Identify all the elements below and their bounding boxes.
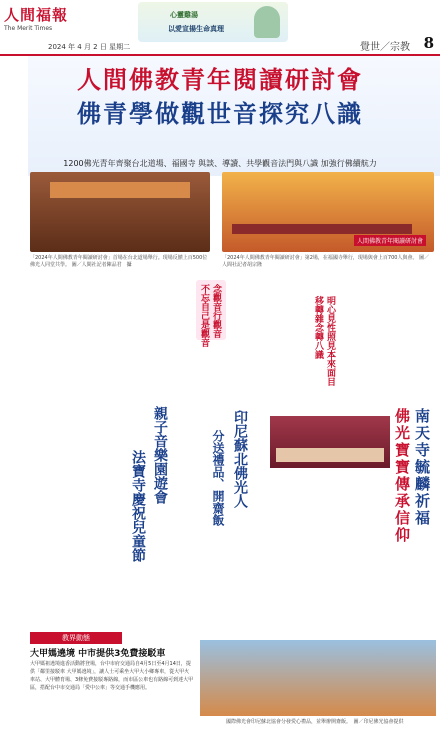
second-headline: 佛青學做觀世音探究八識 bbox=[77, 99, 363, 128]
crowd-shape bbox=[276, 448, 384, 462]
page-number: 8 bbox=[423, 34, 434, 52]
mid-story-title-2: 分送禮品、開齋飯 bbox=[211, 430, 225, 526]
banner-slogan: 以愛宣揚生命真理 bbox=[168, 25, 224, 33]
photo-taipei-dojo bbox=[30, 172, 210, 252]
header-banner bbox=[138, 2, 288, 42]
banner-tag: 心靈雞湯 bbox=[170, 11, 198, 19]
edu-text: 大甲媽祖遶境進香活動將登場，台中市府交通局自4月5日至4月14日，提供「鄰里接駁車 大甲媽遶境」，讓人士可乘坐大甲大小鄉專車，從大甲火車站、大甲體育場、3條免費接駁專路線，而市區公車也有路線可到達大甲區，搭配台中市交通局「愛中公車」等交通手機應用。 bbox=[30, 661, 194, 691]
edu-headline: 大甲媽遶境 中市提供3免費接駁車 bbox=[30, 649, 166, 659]
section-label: 覺世／宗教 bbox=[360, 42, 410, 53]
subhead-2: 不忘自己是觀音 bbox=[199, 284, 209, 347]
masthead bbox=[0, 0, 440, 56]
stage-shape bbox=[232, 224, 412, 234]
caption-right-text: 「2024年人間佛教青年閱讀研討會」第2場，在福國寺舉行，現場與會上百700人與會。 bbox=[222, 255, 418, 261]
photo-caption-left bbox=[30, 254, 210, 268]
side-story-title-1: 南天寺毓麟祈福 bbox=[413, 408, 431, 527]
left-story-title-2: 法寶寺慶祝兒童節 bbox=[130, 450, 146, 562]
photo-caption-right bbox=[222, 254, 434, 268]
subhead-4: 移轉雜念轉八識 bbox=[313, 296, 323, 359]
lead-line: 1200佛光青年齊聚台北道場、福國寺 與談、導讀、共學觀音法門與八識 加強行佛續航力 bbox=[63, 159, 377, 168]
main-headline: 人間佛教青年閱讀研討會 bbox=[77, 65, 363, 94]
masthead-english: The Merit Times bbox=[4, 25, 53, 32]
masthead-name: 人間福報 bbox=[4, 6, 69, 24]
edu-tag: 教界動態 bbox=[30, 632, 122, 644]
caption-left-credit: 圖／人間社記者陳品君 攝 bbox=[71, 262, 132, 268]
newspaper-logo bbox=[4, 4, 88, 38]
left-story-title-1: 親子音樂園遊會 bbox=[152, 406, 168, 504]
photo-indonesia bbox=[200, 640, 436, 716]
issue-date: 2024 年 4 月 2 日 星期二 bbox=[48, 43, 131, 51]
mid-story-title-1: 印尼蘇北佛光人 bbox=[232, 410, 248, 508]
caption-right-credit: 圖／人間社記者胡宗隆 bbox=[222, 255, 430, 268]
photo-banner-text: 人間佛教青年閱讀研討會 bbox=[354, 235, 426, 246]
stage-shape bbox=[50, 182, 190, 198]
subhead-1: 念觀音行觀音 bbox=[211, 284, 221, 338]
bottom-caption: 國際佛光會印尼蘇北協會分發愛心禮品，並舉辦開齋飯。 圖／印尼佛光協會提供 bbox=[226, 719, 404, 725]
side-story-title-2: 佛光寶寶傳承信仰 bbox=[393, 408, 411, 544]
subhead-3: 明心見性照見本來面目 bbox=[325, 296, 335, 386]
left-margin-band bbox=[0, 56, 28, 536]
photo-fuguo-temple bbox=[222, 172, 434, 252]
photo-nantien-temple bbox=[270, 416, 390, 468]
illustration-figure bbox=[254, 6, 280, 38]
caption-left-text: 「2024年人間佛教青年閱讀研討會」首場在台北道場舉行。現場反饋上百500位佛光人同堂共學。 bbox=[30, 255, 208, 268]
